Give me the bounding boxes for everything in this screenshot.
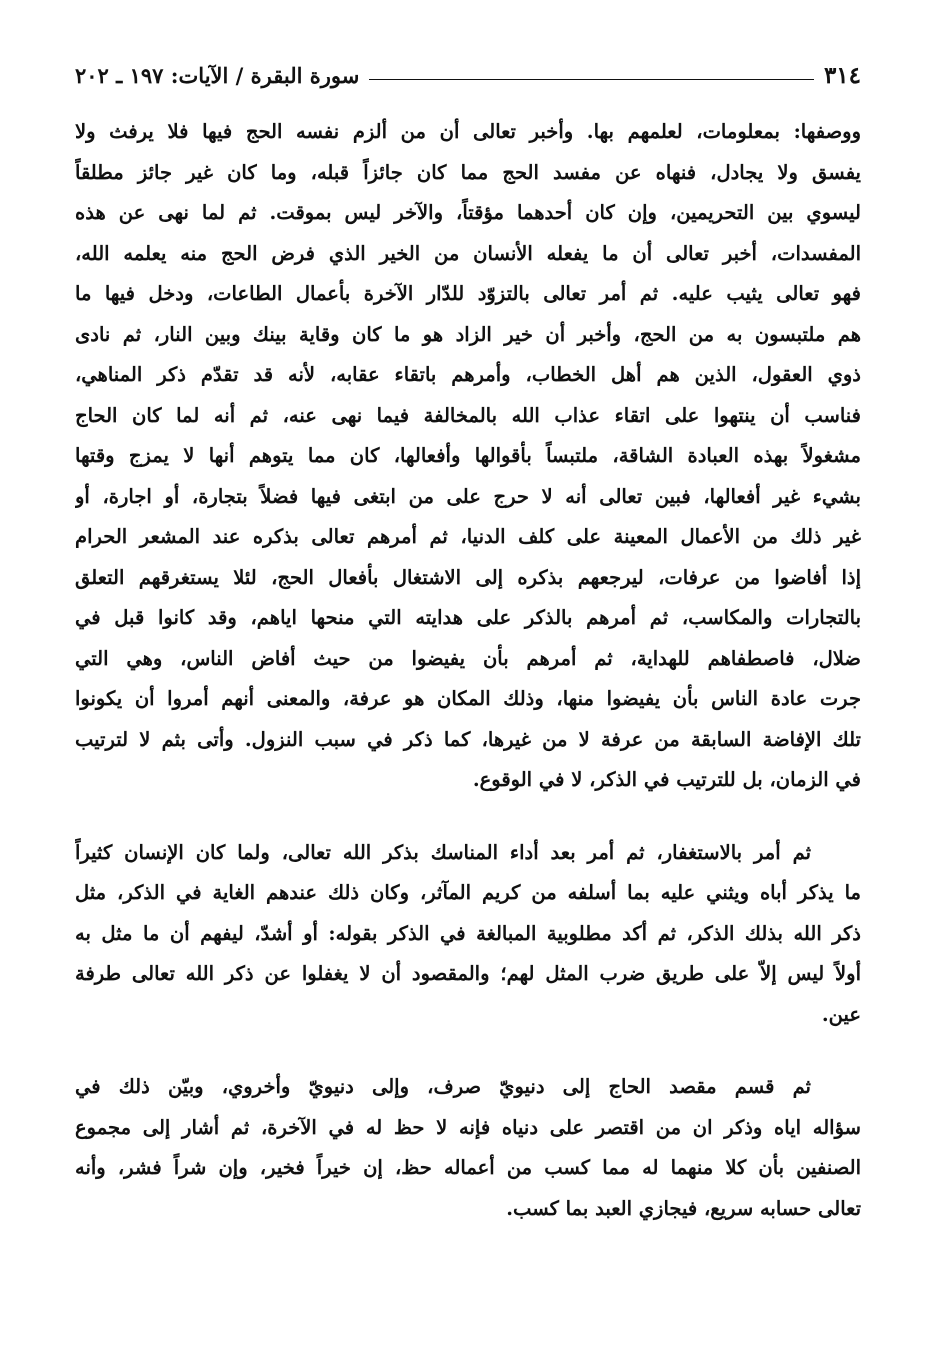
text-line: فهو تعالى يثيب عليه. ثم أمر تعالى بالتزوّد للدّار الآخرة بأعمال الطاعات، ودخل فيها ما [75,282,861,305]
text-line: بشيء غير أفعالها، فبين تعالى أنه لا حرج على من ابتغى فيها فضلاً بتجارة، أو اجارة، أو [75,484,861,508]
text-line: الصنفين بأن كلا منهما له مما كسب من أعماله حظ، إن خيراً فخير، وإن شراً فشر، وأنه [75,1156,861,1179]
text-line: غير ذلك من الأعمال المعينة على كلف الدنيا، ثم أمرهم تعالى بذكره عند المشعر الحرام [75,525,861,548]
text-line: ذوي العقول، الذين هم أهل الخطاب، وأمرهم باتقاء عقابه، لأنه قد تقدّم ذكر المناهي، [75,363,861,386]
paragraph-3 [75,1067,861,1229]
text-line: المفسدات، أخبر تعالى أن ما يفعله الأنسان من الخير الذي فرض الحج منه يعلمه الله، [75,241,861,265]
text-line: تعالى حسابه سريع، فيجازي العبد بما كسب. [506,1196,861,1220]
text-line: أولاً ليس إلاّ على طريق ضرب المثل لهم؛ والمقصود أن لا يغفلوا عن ذكر الله تعالى طرفة [75,962,861,985]
page-header [75,58,861,92]
running-title: سورة البقرة / الآيات: ١٩٧ ـ ٢٠٢ [75,62,360,88]
page-number: ٣١٤ [823,61,861,89]
text-line: فناسب أن ينتهوا على اتقاء عذاب الله بالمخالفة فيما نهى عنه، ثم أنه لما كان الحاج [75,403,861,427]
header-rule [369,79,814,80]
text-line: تلك الإفاضة السابقة من عرفة لا من غيرها، كما ذكر في سبب النزول. وأتى بثم لا لترتيب [75,727,861,751]
text-line: ما يذكر أباه ويثني عليه بما أسلفه من كريم المآثر، وكان ذلك عندهم الغاية في الذكر، مثل [75,881,861,904]
text-line: ذكر الله بذلك الذكر، ثم أكد مطلوبية المبالغة في الذكر بقوله: أو أشدّ، ليفهم أن ما مثل به [75,921,861,945]
text-line: ضلال، فاصطفاهم للهداية، ثم أمرهم بأن يفيضوا من حيث أفاض الناس، وهي التي [75,646,861,670]
text-line: مشغولاً بهذه العبادة الشاقة، ملتبساً بأقوالها وأفعالها، كان مما يتوهم أنها لا يمزج وقتها [75,444,861,467]
text-line: ثم أمر بالاستغفار، ثم أمر بعد أداء المناسك بذكر الله تعالى، ولما كان الإنسان كثيراً [75,840,811,864]
text-line: ثم قسم مقصد الحاج إلى دنيويّ صرف، وإلى دنيويّ وأخروي، وبيّن ذلك في [75,1075,811,1098]
text-line: ووصفها: بمعلومات، لعلمهم بها. وأخبر تعالى أن من ألزم نفسه الحج فيها فلا يرفث ولا [75,120,861,143]
text-line: إذا أفاضوا من عرفات، ليرجعهم بذكره إلى الاشتغال بأفعال الحج، لئلا يستغرقهم التعلق [75,565,861,589]
text-line: عين. [821,1002,861,1026]
paragraph-2 [75,833,861,1036]
text-line: في الزمان، بل للترتيب في الذكر، لا في الوقوع. [472,768,861,791]
text-line: ليسوي بين التحريمين، وإن كان أحدهما مؤقتاً، والآخر ليس بموقت. ثم لما نهى عن هذه [75,201,861,224]
text-line: هم ملتبسون به من الحج، وأخبر أن خير الزاد هو ما كان وقاية بينك وبين النار، ثم نادى [75,322,861,346]
body-text [75,112,861,1229]
text-line: سؤاله اياه وذكر ان من اقتصر على دنياه فإنه لا حظ له في الآخرة، ثم أشار إلى مجموع [75,1115,861,1139]
text-line: جرت عادة الناس بأن يفيضوا منها، وذلك المكان هو عرفة، والمعنى أنهم أمروا أن يكونوا [75,687,861,710]
text-line: بالتجارات والمكاسب، ثم أمرهم بالذكر على هدايته التي منحها اياهم، وقد كانوا قبل في [75,606,861,629]
paragraph-1 [75,112,861,801]
text-line: يفسق ولا يجادل، فنهاه عن مفسد الحج مما كان جائزاً قبله، وما كان غير جائز مطلقاً [75,160,861,184]
